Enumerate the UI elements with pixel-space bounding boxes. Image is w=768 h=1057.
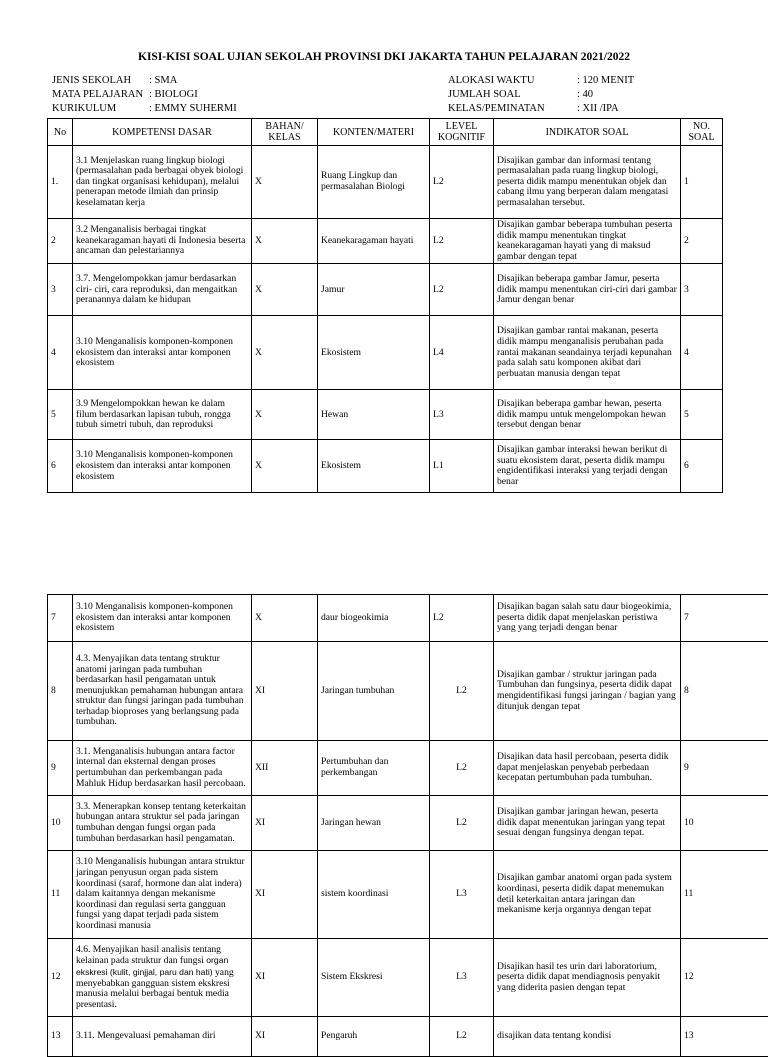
- cell-level: L2: [430, 1017, 494, 1057]
- cell-no-soal: 11: [681, 851, 768, 939]
- header-no-soal: NO. SOAL: [681, 119, 723, 146]
- meta-value: : SMA: [149, 75, 177, 86]
- header-bahan-kelas: BAHAN/ KELAS: [252, 119, 318, 146]
- meta-value: : EMMY SUHERMI: [149, 103, 237, 114]
- header-no: No: [48, 119, 73, 146]
- cell-kelas: XI: [252, 939, 318, 1017]
- cell-kelas: X: [252, 390, 318, 440]
- cell-indikator: disajikan data tentang kondisi: [494, 1017, 681, 1057]
- cell-kelas: XI: [252, 851, 318, 939]
- cell-kompetensi-dasar: 3.1. Menganalisis hubungan antara factor internal dan eksternal dengan proses pertumbuhan dan perkembangan pada Mahluk Hidup berdasarkan hasil percobaan.: [73, 741, 252, 796]
- meta-row-kelas-peminatan: [448, 102, 634, 116]
- cell-no-soal: 4: [681, 316, 723, 390]
- cell-indikator: Disajikan gambar rantai makanan, peserta didik mampu menganalisis perubahan pada rantai makanan seandainya terjadi kepunahan pada salah satu komponen akibat dari perbuatan manusia dengan tepat: [494, 316, 681, 390]
- cell-materi: Ruang Lingkup dan permasalahan Biologi: [318, 146, 430, 219]
- cell-level: L4: [430, 316, 494, 390]
- table-row: [48, 796, 768, 851]
- cell-no-soal: 6: [681, 440, 723, 493]
- cell-kompetensi-dasar: 3.10 Menganalisis komponen-komponen ekosistem dan interaksi antar komponen ekosistem: [73, 316, 252, 390]
- table-row: [48, 146, 723, 219]
- kisi-table-page2: [47, 594, 768, 1057]
- cell-level: L2: [430, 219, 494, 264]
- table-row: [48, 440, 723, 493]
- cell-no: 7: [48, 595, 73, 642]
- cell-materi: Jaringan tumbuhan: [318, 642, 430, 741]
- cell-indikator: Disajikan gambar interaksi hewan berikut di suatu ekosistem darat, peserta didik mampu engidentifikasi interaksi yang terjadi dengan benar: [494, 440, 681, 493]
- cell-indikator: Disajikan gambar / struktur jaringan pada Tumbuhan dan fungsinya, peserta didik dapat mengidentifikasi fungsi jaringan / bagian yang ditunjuk dengan tepat: [494, 642, 681, 741]
- cell-no-soal: 5: [681, 390, 723, 440]
- cell-kompetensi-dasar: 3.2 Menganalisis berbagai tingkat keanekaragaman hayati di Indonesia beserta ancaman dan pelestariannya: [73, 219, 252, 264]
- cell-level: L3: [430, 851, 494, 939]
- cell-no: 3: [48, 264, 73, 316]
- cell-no: 12: [48, 939, 73, 1017]
- cell-kelas: X: [252, 316, 318, 390]
- cell-indikator: Disajikan gambar anatomi organ pada system koordinasi, peserta didik dapat menemukan detil keterkaitan antara jaringan dan mekanisme kerja organnya dengan tepat: [494, 851, 681, 939]
- cell-indikator: Disajikan data hasil percobaan, peserta didik dapat menjelaskan penyebab perbedaan kecepatan pertumbuhan pada tumbuhan.: [494, 741, 681, 796]
- cell-materi: Pertumbuhan dan perkembangan: [318, 741, 430, 796]
- cell-no: 4: [48, 316, 73, 390]
- meta-label: KELAS/PEMINATAN: [448, 102, 577, 116]
- cell-kompetensi-dasar: 3.3. Menerapkan konsep tentang keterkaitan hubungan antara struktur sel pada jaringan tumbuhan dengan fungsi organ pada tumbuhan berdasarkan hasil pengamatan.: [73, 796, 252, 851]
- cell-no-soal: 8: [681, 642, 768, 741]
- cell-kelas: XI: [252, 796, 318, 851]
- cell-kompetensi-dasar: 3.9 Mengelompokkan hewan ke dalam filum berdasarkan lapisan tubuh, rongga tubuh simetri tubuh, dan reproduksi: [73, 390, 252, 440]
- kisi-table-page1: [47, 118, 723, 493]
- cell-level: L2: [430, 796, 494, 851]
- cell-materi: Pengaruh: [318, 1017, 430, 1057]
- cell-materi: Ekosistem: [318, 316, 430, 390]
- meta-value: : XII /IPA: [577, 103, 619, 114]
- cell-no: 5: [48, 390, 73, 440]
- table-header-row: [48, 119, 723, 146]
- kd-text-small: organ ekskresi (kulit, ginjjal, paru dan hati): [76, 955, 228, 977]
- meta-row-jenis-sekolah: [52, 74, 237, 88]
- cell-level: L2: [430, 642, 494, 741]
- meta-label: JENIS SEKOLAH: [52, 74, 149, 88]
- cell-kompetensi-dasar: 3.1 Menjelaskan ruang lingkup biologi (permasalahan pada berbagai obyek biologi dan tingkat organisasi kehidupan), melalui penerapan metode ilmiah dan prinsip keselamatan kerja: [73, 146, 252, 219]
- cell-materi: Jamur: [318, 264, 430, 316]
- cell-kelas: XI: [252, 1017, 318, 1057]
- cell-level: L2: [430, 595, 494, 642]
- cell-no: 2: [48, 219, 73, 264]
- cell-kompetensi-dasar: 3.7. Mengelompokkan jamur berdasarkan ciri- ciri, cara reproduksi, dan mengaitkan peranannya dalam ke hidupan: [73, 264, 252, 316]
- cell-no: 11: [48, 851, 73, 939]
- cell-no: 9: [48, 741, 73, 796]
- header-indikator-soal: INDIKATOR SOAL: [494, 119, 681, 146]
- cell-no-soal: 13: [681, 1017, 768, 1057]
- table-row: [48, 939, 768, 1017]
- cell-level: L2: [430, 146, 494, 219]
- cell-no-soal: 1: [681, 146, 723, 219]
- meta-row-alokasi-waktu: [448, 74, 634, 88]
- cell-indikator: Disajikan hasil tes urin dari laboratorium, peserta didik dapat mendiagnosis penyakit yang diderita pasien dengan tepat: [494, 939, 681, 1017]
- header-kompetensi-dasar: KOMPETENSI DASAR: [73, 119, 252, 146]
- cell-materi: Hewan: [318, 390, 430, 440]
- cell-no-soal: 7: [681, 595, 768, 642]
- table-row: [48, 316, 723, 390]
- meta-label: KURIKULUM: [52, 102, 149, 116]
- table-row: [48, 1017, 768, 1057]
- cell-no: 1.: [48, 146, 73, 219]
- cell-level: L2: [430, 741, 494, 796]
- meta-value: : 40: [577, 89, 593, 100]
- cell-indikator: Disajikan beberapa gambar hewan, peserta didik mampu untuk mengelompokan hewan tersebut dengan benar: [494, 390, 681, 440]
- cell-indikator: Disajikan bagan salah satu daur biogeokimia, peserta didik dapat menjelaskan peristiwa yang yang terjadi dengan benar: [494, 595, 681, 642]
- cell-no-soal: 9: [681, 741, 768, 796]
- meta-label: ALOKASI WAKTU: [448, 74, 577, 88]
- cell-materi: sistem koordinasi: [318, 851, 430, 939]
- meta-left: [52, 74, 237, 116]
- cell-level: L3: [430, 390, 494, 440]
- cell-kelas: XII: [252, 741, 318, 796]
- cell-no: 10: [48, 796, 73, 851]
- cell-kompetensi-dasar: 3.10 Menganalisis hubungan antara struktur jaringan penyusun organ pada sistem koordinasi (saraf, hormone dan alat indera) dalam kaitannya dengan mekanisme koordinasi dan regulasi serta gangguan fungsi yang dapat terjadi pada sistem koordinasi manusia: [73, 851, 252, 939]
- cell-level: L1: [430, 440, 494, 493]
- cell-kompetensi-dasar: 3.10 Menganalisis komponen-komponen ekosistem dan interaksi antar komponen ekosistem: [73, 440, 252, 493]
- cell-kompetensi-dasar: 3.10 Menganalisis komponen-komponen ekosistem dan interaksi antar komponen ekosistem: [73, 595, 252, 642]
- cell-kelas: XI: [252, 642, 318, 741]
- kd-text: 4.6. Menyajikan hasil analisis tentang kelainan pada struktur dan fungsi: [76, 944, 221, 967]
- cell-kompetensi-dasar: 4.3. Menyajikan data tentang struktur anatomi jaringan pada tumbuhan berdasarkan hasil pengamatan untuk menunjukkan pemahaman hubungan antara struktur dan fungsi jaringan pada tumbuhan terhadap bioproses yang berlangsung pada tumbuhan.: [73, 642, 252, 741]
- header-level-kognitif: LEVEL KOGNITIF: [430, 119, 494, 146]
- cell-kelas: X: [252, 440, 318, 493]
- table-row: [48, 595, 768, 642]
- table-row: [48, 642, 768, 741]
- cell-materi: Sistem Ekskresi: [318, 939, 430, 1017]
- cell-indikator: Disajikan beberapa gambar Jamur, peserta didik mampu menentukan ciri-ciri dari gambar Jamur dengan benar: [494, 264, 681, 316]
- meta-label: MATA PELAJARAN: [52, 88, 149, 102]
- table-row: [48, 851, 768, 939]
- meta-row-mata-pelajaran: [52, 88, 237, 102]
- table-row: [48, 219, 723, 264]
- cell-materi: daur biogeokimia: [318, 595, 430, 642]
- cell-no-soal: 10: [681, 796, 768, 851]
- cell-kelas: X: [252, 595, 318, 642]
- meta-value: : BIOLOGI: [149, 89, 198, 100]
- cell-no: 8: [48, 642, 73, 741]
- cell-materi: Jaringan hewan: [318, 796, 430, 851]
- cell-no: 6: [48, 440, 73, 493]
- meta-value: : 120 MENIT: [577, 75, 634, 86]
- cell-level: L3: [430, 939, 494, 1017]
- cell-kompetensi-dasar: [73, 939, 252, 1017]
- cell-materi: Ekosistem: [318, 440, 430, 493]
- kd-text-tail: yang menyebabkan gangguan sistem ekskresi manusia melalui berbagai bentuk media presentasi.: [76, 967, 234, 1010]
- table-row: [48, 264, 723, 316]
- cell-kelas: X: [252, 146, 318, 219]
- header-konten-materi: KONTEN/MATERI: [318, 119, 430, 146]
- table-row: [48, 741, 768, 796]
- cell-kelas: X: [252, 219, 318, 264]
- cell-indikator: Disajikan gambar dan informasi tentang permasalahan pada ruang lingkup biologi, peserta didik mampu menentukan objek dan cabang ilmu yang berperan dalam mengatasi permasalahan tersebut.: [494, 146, 681, 219]
- cell-no-soal: 3: [681, 264, 723, 316]
- cell-kompetensi-dasar: 3.11. Mengevaluasi pemahaman diri: [73, 1017, 252, 1057]
- cell-level: L2: [430, 264, 494, 316]
- meta-row-kurikulum: [52, 102, 237, 116]
- cell-no-soal: 2: [681, 219, 723, 264]
- meta-right: [448, 74, 634, 116]
- cell-indikator: Disajikan gambar beberapa tumbuhan peserta didik mampu menentukan tingkat keanekaragaman hayati yang di maksud gambar dengan tepat: [494, 219, 681, 264]
- table-row: [48, 390, 723, 440]
- meta-label: JUMLAH SOAL: [448, 88, 577, 102]
- meta-row-jumlah-soal: [448, 88, 634, 102]
- cell-no-soal: 12: [681, 939, 768, 1017]
- cell-kelas: X: [252, 264, 318, 316]
- cell-no: 13: [48, 1017, 73, 1057]
- cell-materi: Keanekaragaman hayati: [318, 219, 430, 264]
- document-title: KISI-KISI SOAL UJIAN SEKOLAH PROVINSI DKI JAKARTA TAHUN PELAJARAN 2021/2022: [0, 51, 768, 63]
- cell-indikator: Disajikan gambar jaringan hewan, peserta didik dapat menentukan jaringan yang tepat sesuai dengan fungsinya dengan tepat.: [494, 796, 681, 851]
